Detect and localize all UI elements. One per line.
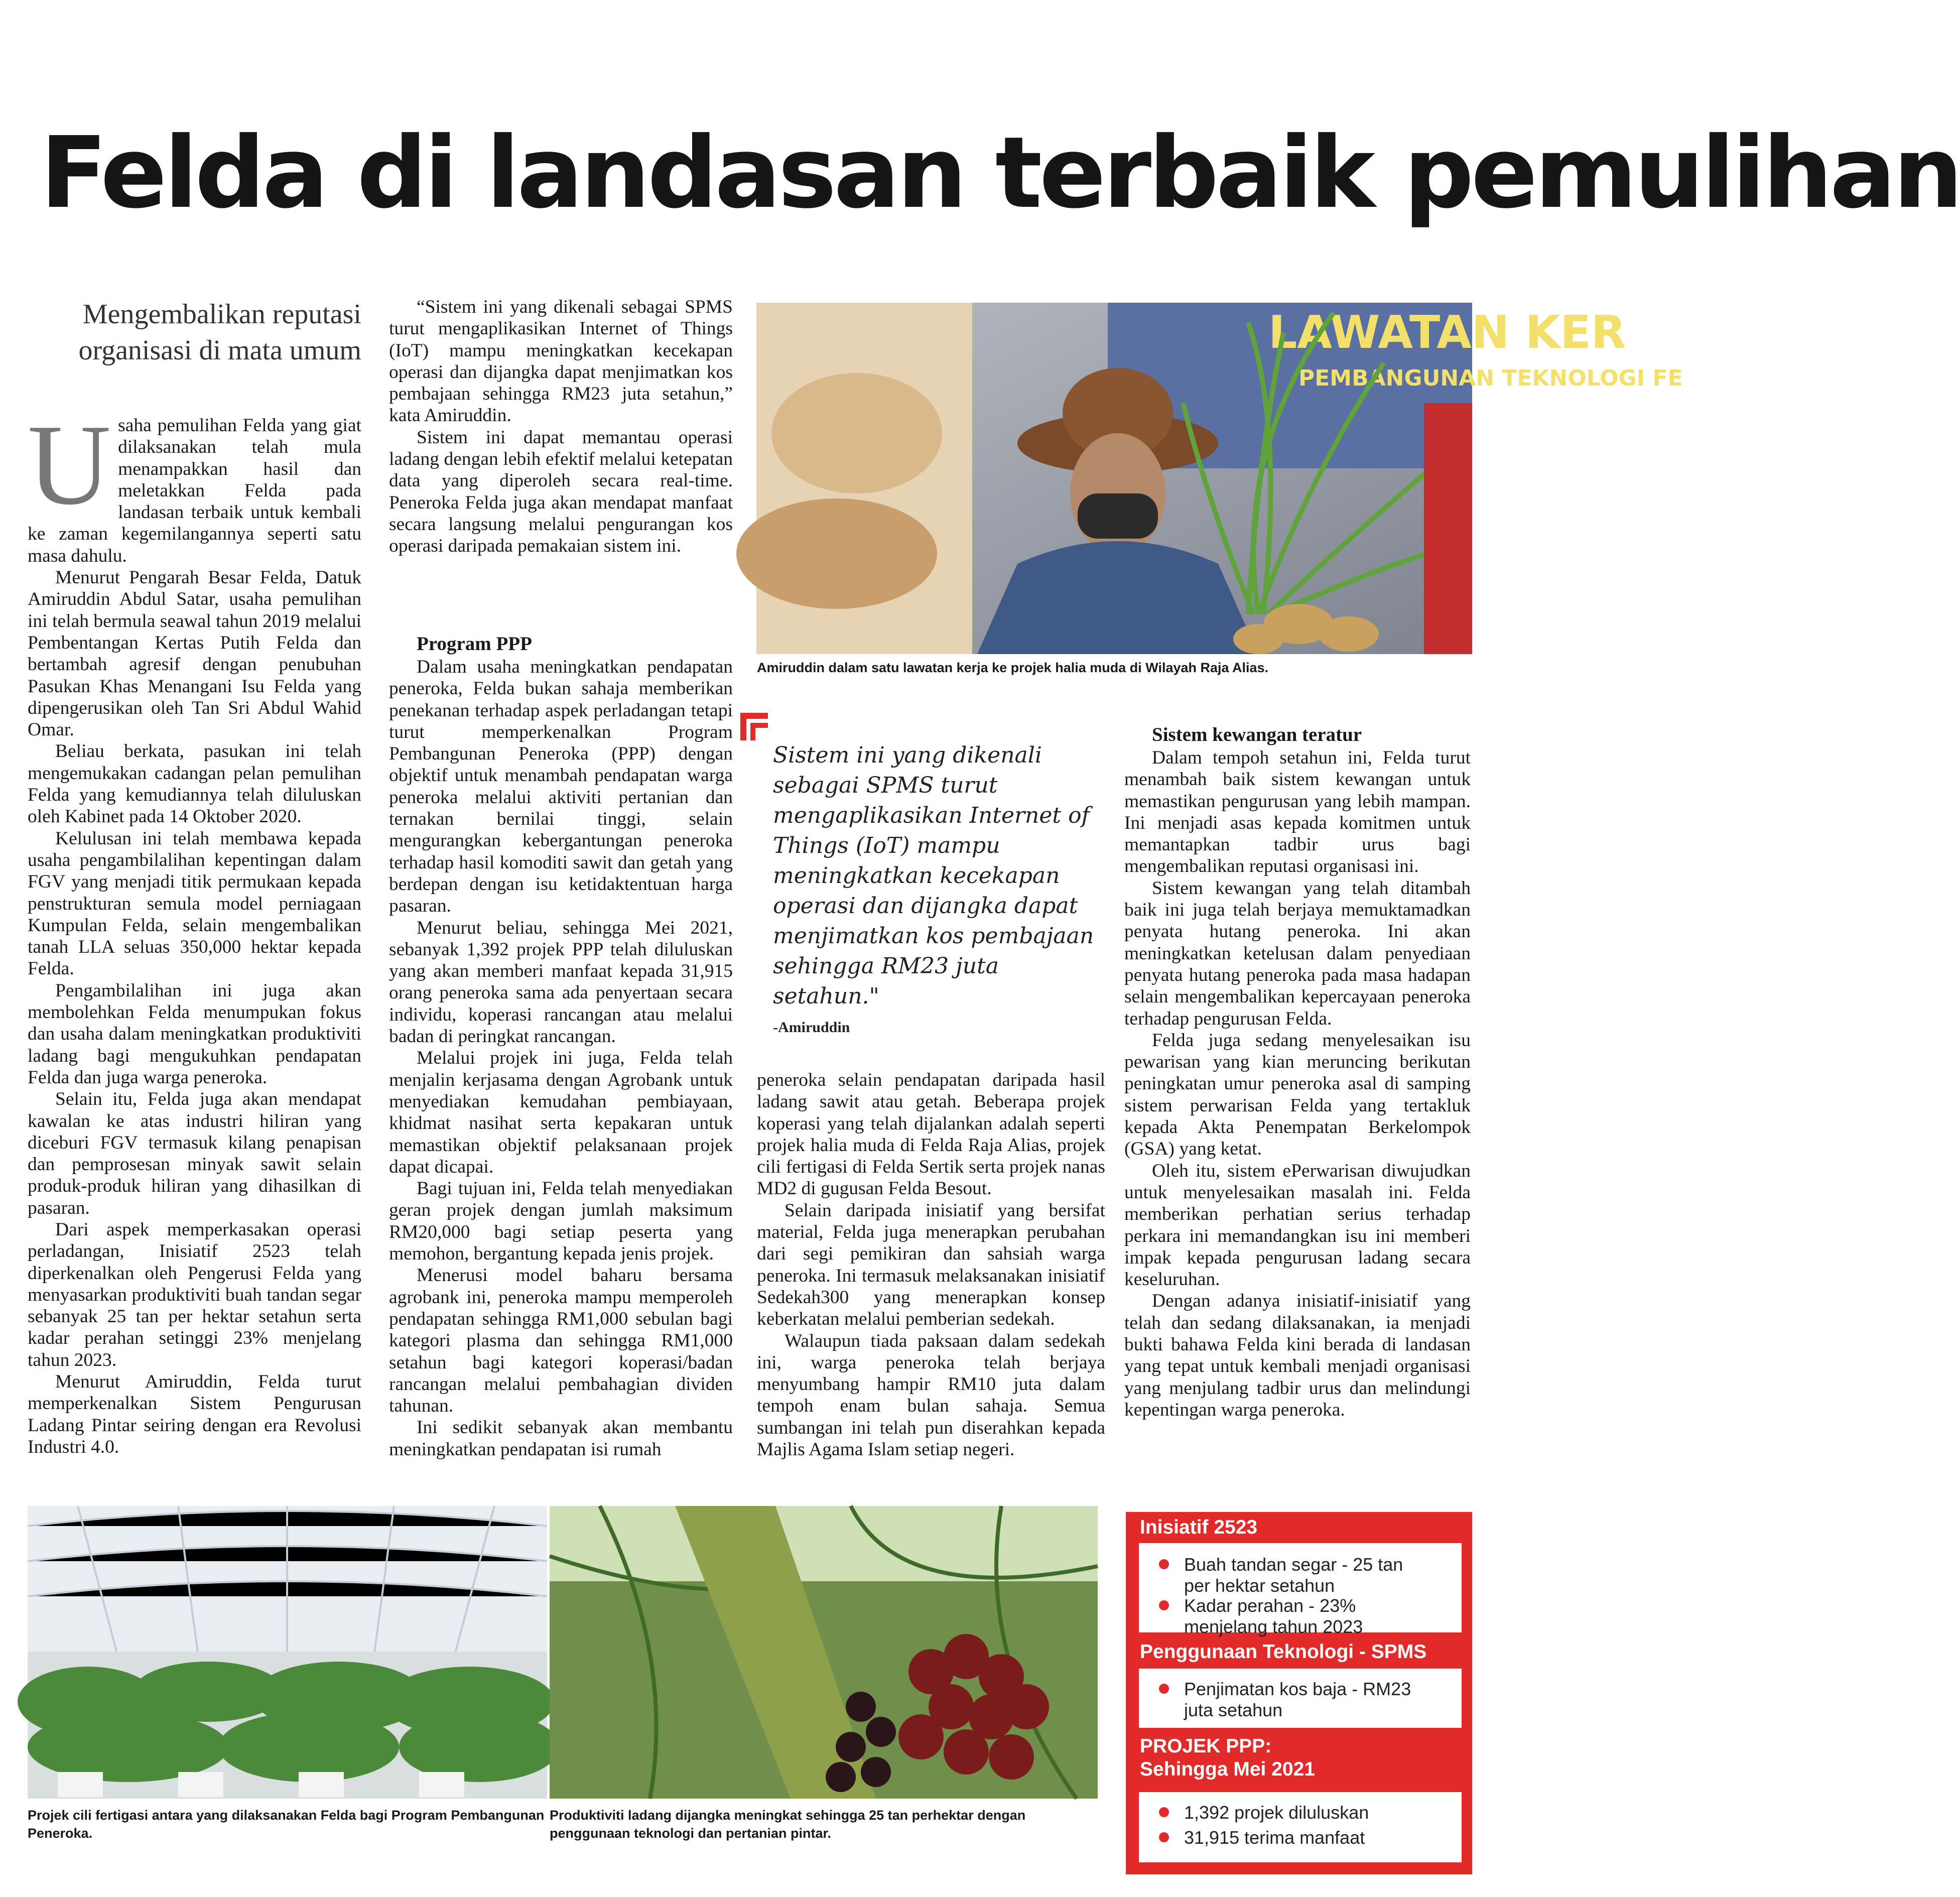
bottom-mid-caption: Produktiviti ladang dijangka meningkat sehingga 25 tan perhektar dengan penggunaan teknologi dan pertanian pintar. [550,1808,1026,1841]
list-item: Buah tandan segar - 25 tan per hektar setahun [1184,1554,1415,1596]
bullet-icon [1159,1684,1169,1694]
paragraph: Selain daripada inisiatif yang bersifat material, Felda juga menerapkan perubahan dari segi pemikiran dan sahsiah warga peneroka. Ini termasuk melaksanakan inisiatif Sedekah300 yang menerapkan konsep keberkatan melalui pemberian sedekah. [757,1200,1105,1330]
bullet-icon [1159,1832,1169,1842]
paragraph: Sistem ini dapat memantau operasi ladang dengan lebih efektif melalui ketepatan data yang diperoleh secara real-time. Peneroka Felda juga akan mendapat manfaat secara langsung melalui pengurangan kos operasi daripada pemakaian sistem ini. [389,427,733,557]
list-item: 31,915 terima manfaat [1184,1827,1455,1848]
bullet-icon [1159,1600,1169,1610]
headline: Felda di landasan terbaik pemulihan [40,116,1960,230]
article-column-1 [28,401,361,1458]
drop-cap: U [28,401,111,529]
banner-subtext: PEMBANGUNAN TEKNOLOGI FE [1298,365,1683,391]
pull-quote-text: Sistem ini yang dikenali sebagai SPMS turut mengaplikasikan Internet of Things (IoT) mampu meningkatkan kecekapan operasi dan dijangka dapat menjimatkan kos pembajaan sehingga RM23 juta setahun." [773,742,1094,1009]
paragraph: Menurut Pengarah Besar Felda, Datuk Amiruddin Abdul Satar, usaha pemulihan ini telah bermula seawal tahun 2019 melalui Pembentangan Kertas Putih Felda dan bertambah agresif dengan penubuhan Pasukan Khas Menangani Isu Felda yang dipengerusikan oleh Tan Sri Abdul Wahid Omar. [28,567,361,740]
paragraph: Ini sedikit sebanyak akan membantu meningkatkan pendapatan isi rumah [389,1417,733,1460]
fact-box [1126,1512,1472,1874]
paragraph: Sistem kewangan yang telah ditambah baik ini juga telah berjaya memuktamadkan penyata hutang peneroka. Ini akan meningkatkan ketelusan dalam penyediaan penyata hutang peneroka pada masa hadapan selain mengembalikan kepercayaan peneroka terhadap pengurusan Felda. [1124,877,1471,1029]
paragraph: Melalui projek ini juga, Felda telah menjalin kerjasama dengan Agrobank untuk menyediakan kemudahan pembiayaan, khidmat nasihat serta kepakaran untuk memastikan objektif pelaksanaan projek dapat dicapai. [389,1048,733,1177]
article-column-2-top [389,296,733,557]
article-column-4 [1124,723,1471,1421]
factbox-list-1 [1139,1543,1462,1637]
factbox-title-inisiatif: Inisiatif 2523 [1140,1516,1258,1538]
factbox-title-ppp: PROJEK PPP: [1140,1735,1272,1757]
paragraph: “Sistem ini yang dikenali sebagai SPMS turut mengaplikasikan Internet of Things (IoT) mampu meningkatkan kecekapan operasi dan dijangka dapat menjimatkan kos pembajaan sehingga RM23 juta setahun,” kata Amiruddin. [389,297,733,426]
paragraph: Felda juga sedang menyelesaikan isu pewarisan yang kian meruncing berikutan peningkatan umur peneroka asal di samping sistem perwarisan Felda yang tertakluk kepada Akta Penempatan Berkelompok (GSA) yang ketat. [1124,1030,1471,1160]
standfirst: Mengembalikan reputasi organisasi di mata umum [78,299,361,366]
quote-mark-icon [740,713,770,743]
paragraph: Beliau berkata, pasukan ini telah mengemukakan cadangan pelan pemulihan Felda yang kemudiannya telah diluluskan oleh Kabinet pada 14 Oktober 2020. [28,741,361,827]
subhead-program-ppp: Program PPP [417,633,532,655]
photo-amiruddin-ginger [756,303,1683,654]
paragraph: Oleh itu, sistem ePerwarisan diwujudkan untuk menyelesaikan masalah ini. Felda memberikan perhatian serius terhadap perkara ini memandangkan isu ini memberi impak kepada pengurusan ladang secara keseluruhan. [1124,1160,1471,1290]
top-photo-caption: Amiruddin dalam satu lawatan kerja ke projek halia muda di Wilayah Raja Alias. [757,660,1269,675]
paragraph: Menurut Amiruddin, Felda turut memperkenalkan Sistem Pengurusan Ladang Pintar seiring dengan era Revolusi Industri 4.0. [28,1371,361,1457]
paragraph: peneroka selain pendapatan daripada hasil ladang sawit atau getah. Beberapa projek koperasi yang telah dijalankan adalah seperti projek halia muda di Felda Raja Alias, projek cili fertigasi di Felda Sertik serta projek nanas MD2 di gugusan Felda Besout. [757,1070,1105,1199]
pull-quote [740,713,1102,1034]
paragraph: Dalam usaha meningkatkan pendapatan peneroka, Felda bukan sahaja memberikan penekanan terhadap aspek perladangan tetapi turut memperkenalkan Program Pembangunan Peneroka (PPP) dengan objektif untuk menambah pendapatan warga peneroka melalui aktiviti pertanian dan ternakan bernilai tinggi, selain mengurangkan kebergantungan peneroka terhadap hasil komoditi sawit dan getah yang berdepan dengan isu ketidaktentuan harga pasaran. [389,657,733,917]
factbox-list-3 [1139,1792,1462,1862]
paragraph: Walaupun tiada paksaan dalam sedekah ini, warga peneroka telah berjaya menyumbang hampir RM10 juta dalam tempoh enam bulan sahaja. Semua sumbangan ini telah pun diserahkan kepada Majlis Agama Islam setiap negeri. [757,1330,1105,1460]
paragraph: Selain itu, Felda juga akan mendapat kawalan ke atas industri hiliran yang diceburi FGV termasuk kilang penapisan dan pemprosesan minyak sawit selain produk-produk hiliran yang dihasilkan di pasaran. [28,1089,361,1218]
bullet-icon [1159,1807,1169,1817]
banner-text: LAWATAN KER [1268,306,1626,359]
article-column-3 [757,1069,1105,1460]
paragraph: Menurut beliau, sehingga Mei 2021, sebanyak 1,392 projek PPP telah diluluskan yang akan memberi manfaat kepada 31,915 orang peneroka sama ada penyertaan secara individu, koperasi rancangan atau melalui badan di peringkat rancangan. [389,917,733,1047]
photo-illustration [756,303,1683,654]
photo-chili-greenhouse [28,1506,547,1799]
paragraph: Dengan adanya inisiatif-inisiatif yang telah dan sedang dilaksanakan, ia menjadi bukti bahawa Felda kini berada di landasan yang tepat untuk kembali menjadi organisasi yang menjulang tadbir urus dan melindungi kepentingan warga peneroka. [1124,1291,1471,1420]
photo-palm-fruit [550,1506,1098,1799]
paragraph: Pengambilalihan ini juga akan membolehkan Felda menumpukan fokus dan usaha dalam meningkatkan produktiviti ladang bagi mengukuhkan pendapatan Felda dan juga warga peneroka. [28,980,361,1088]
subhead-sistem-kewangan: Sistem kewangan teratur [1152,724,1362,745]
article-column-2 [389,632,733,1460]
list-item: Penjimatan kos baja - RM23 juta setahun [1184,1679,1415,1721]
factbox-title-ppp-date: Sehingga Mei 2021 [1140,1758,1315,1780]
paragraph: Bagi tujuan ini, Felda telah menyediakan geran projek dengan jumlah maksimum RM20,000 bagi setiap peserta yang memohon, bergantung kepada jenis projek. [389,1178,733,1264]
paragraph: Kelulusan ini telah membawa kepada usaha pengambilalihan kepentingan dalam FGV yang menjadi titik permukaan kepada penstrukturan semula model perniagaan Kumpulan Felda, selain mengembalikan tanah LLA seluas 350,000 hektar kepada Felda. [28,828,361,979]
paragraph: Menerusi model baharu bersama agrobank ini, peneroka mampu memperoleh pendapatan sehingga RM1,000 sebulan bagi kategori plasma dan sehingga RM1,000 setahun bagi kategori koperasi/badan rancangan melalui pembahagian dividen tahunan. [389,1265,733,1417]
factbox-list-2 [1139,1669,1462,1728]
pull-quote-attribution: -Amiruddin [773,1019,850,1036]
paragraph: Usaha pemulihan Felda yang giat dilaksanakan telah mula menampakkan hasil dan meletakkan Felda pada landasan terbaik untuk kembali ke zaman kegemilangannya seperti satu masa dahulu. [28,401,361,566]
list-item: Kadar perahan - 23% menjelang tahun 2023 [1184,1595,1415,1637]
list-item: 1,392 projek diluluskan [1184,1802,1455,1823]
photo-illustration [550,1506,1098,1799]
paragraph: Dalam tempoh setahun ini, Felda turut menambah baik sistem kewangan untuk memastikan pengurusan yang lebih mampan. Ini menjadi asas kepada komitmen untuk memantapkan tadbir urus bagi mengembalikan reputasi organisasi ini. [1124,747,1471,877]
photo-illustration [28,1506,547,1799]
bullet-icon [1159,1559,1169,1569]
bottom-left-caption: Projek cili fertigasi antara yang dilaksanakan Felda bagi Program Pembangunan Peneroka. [28,1808,545,1841]
paragraph: Dari aspek memperkasakan operasi perladangan, Inisiatif 2523 telah diperkenalkan oleh Pengerusi Felda yang menyasarkan produktiviti buah tandan segar sebanyak 25 tan per hektar setahun serta kadar perahan setinggi 23% menjelang tahun 2023. [28,1219,361,1370]
factbox-title-teknologi: Penggunaan Teknologi - SPMS [1140,1641,1427,1663]
